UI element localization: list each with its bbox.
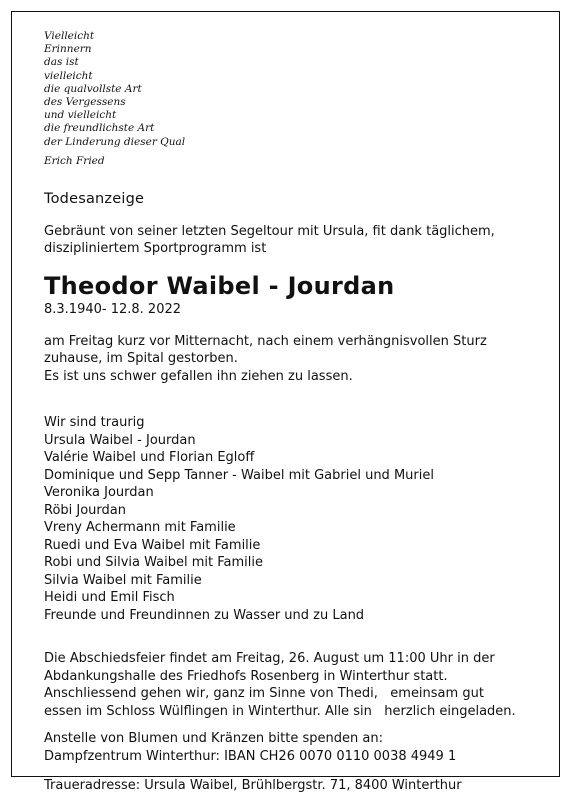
poem-author: Erich Fried bbox=[44, 154, 105, 167]
ceremony-line: Die Abschiedsfeier findet am Freitag, 26. August um 11:00 Uhr in der bbox=[44, 651, 495, 667]
circumstance-line: zuhause, im Spital gestorben. bbox=[44, 351, 238, 367]
ceremony-line: Abdankungshalle des Friedhofs Rosenberg in Winterthur statt. bbox=[44, 668, 448, 684]
circumstance-line: Es ist uns schwer gefallen ihn ziehen zu lassen. bbox=[44, 368, 353, 384]
circumstances-paragraph bbox=[44, 333, 544, 386]
deceased-name: Theodor Waibel - Jourdan bbox=[44, 271, 395, 300]
circumstance-line: am Freitag kurz vor Mitternacht, nach einem verhängnisvollen Sturz bbox=[44, 333, 487, 349]
mourners-intro: Wir sind traurig bbox=[44, 415, 145, 431]
mourner-entry: Dominique und Sepp Tanner - Waibel mit Gabriel und Muriel bbox=[44, 467, 434, 483]
death-notice bbox=[44, 30, 544, 795]
notice-heading: Todesanzeige bbox=[44, 190, 145, 207]
mourner-entry: Robi und Silvia Waibel mit Familie bbox=[44, 555, 263, 571]
mourner-entry: Vreny Achermann mit Familie bbox=[44, 520, 236, 536]
mourner-entry: Ursula Waibel - Jourdan bbox=[44, 432, 196, 448]
poem-line: das ist bbox=[44, 56, 79, 69]
mourner-entry: Veronika Jourdan bbox=[44, 485, 154, 501]
donations-paragraph bbox=[44, 730, 544, 765]
ceremony-paragraph bbox=[44, 650, 544, 720]
mourner-entry: Silvia Waibel mit Familie bbox=[44, 572, 202, 588]
poem-line: Erinnern bbox=[44, 43, 92, 56]
poem-line: die freundlichste Art bbox=[44, 122, 155, 135]
mourner-entry: Heidi und Emil Fisch bbox=[44, 590, 175, 606]
poem-line: und vielleicht bbox=[44, 109, 117, 122]
intro-line: Gebräunt von seiner letzten Segeltour mit Ursula, fit dank täglichem, bbox=[44, 223, 495, 239]
mourner-entry: Valérie Waibel und Florian Egloff bbox=[44, 450, 255, 466]
life-dates: 8.3.1940- 12.8. 2022 bbox=[44, 301, 182, 317]
mourner-entry: Ruedi und Eva Waibel mit Familie bbox=[44, 537, 261, 553]
mourner-entry: Freunde und Freundinnen zu Wasser und zu Land bbox=[44, 607, 365, 623]
mourning-address: Traueradresse: Ursula Waibel, Brühlbergstr. 71, 8400 Winterthur bbox=[44, 778, 462, 794]
poem-line: die qualvollste Art bbox=[44, 82, 142, 95]
intro-paragraph bbox=[44, 223, 544, 258]
ceremony-line: essen im Schloss Wülflingen in Winterthur. Alle sin herzlich eingeladen. bbox=[44, 703, 516, 719]
poem-line: vielleicht bbox=[44, 69, 93, 82]
mourner-entry: Röbi Jourdan bbox=[44, 502, 126, 518]
ceremony-line: Anschliessend gehen wir, ganz im Sinne von Thedi, emeinsam gut bbox=[44, 686, 484, 702]
poem-line: der Linderung dieser Qual bbox=[44, 135, 186, 148]
poem-line: des Vergessens bbox=[44, 96, 126, 109]
mourners-list bbox=[44, 414, 544, 624]
poem bbox=[44, 30, 544, 149]
donation-line: Dampfzentrum Winterthur: IBAN CH26 0070 0110 0038 4949 1 bbox=[44, 748, 457, 764]
poem-line: Vielleicht bbox=[44, 30, 95, 42]
donation-line: Anstelle von Blumen und Kränzen bitte spenden an: bbox=[44, 731, 383, 747]
intro-line: diszipliniertem Sportprogramm ist bbox=[44, 241, 267, 257]
